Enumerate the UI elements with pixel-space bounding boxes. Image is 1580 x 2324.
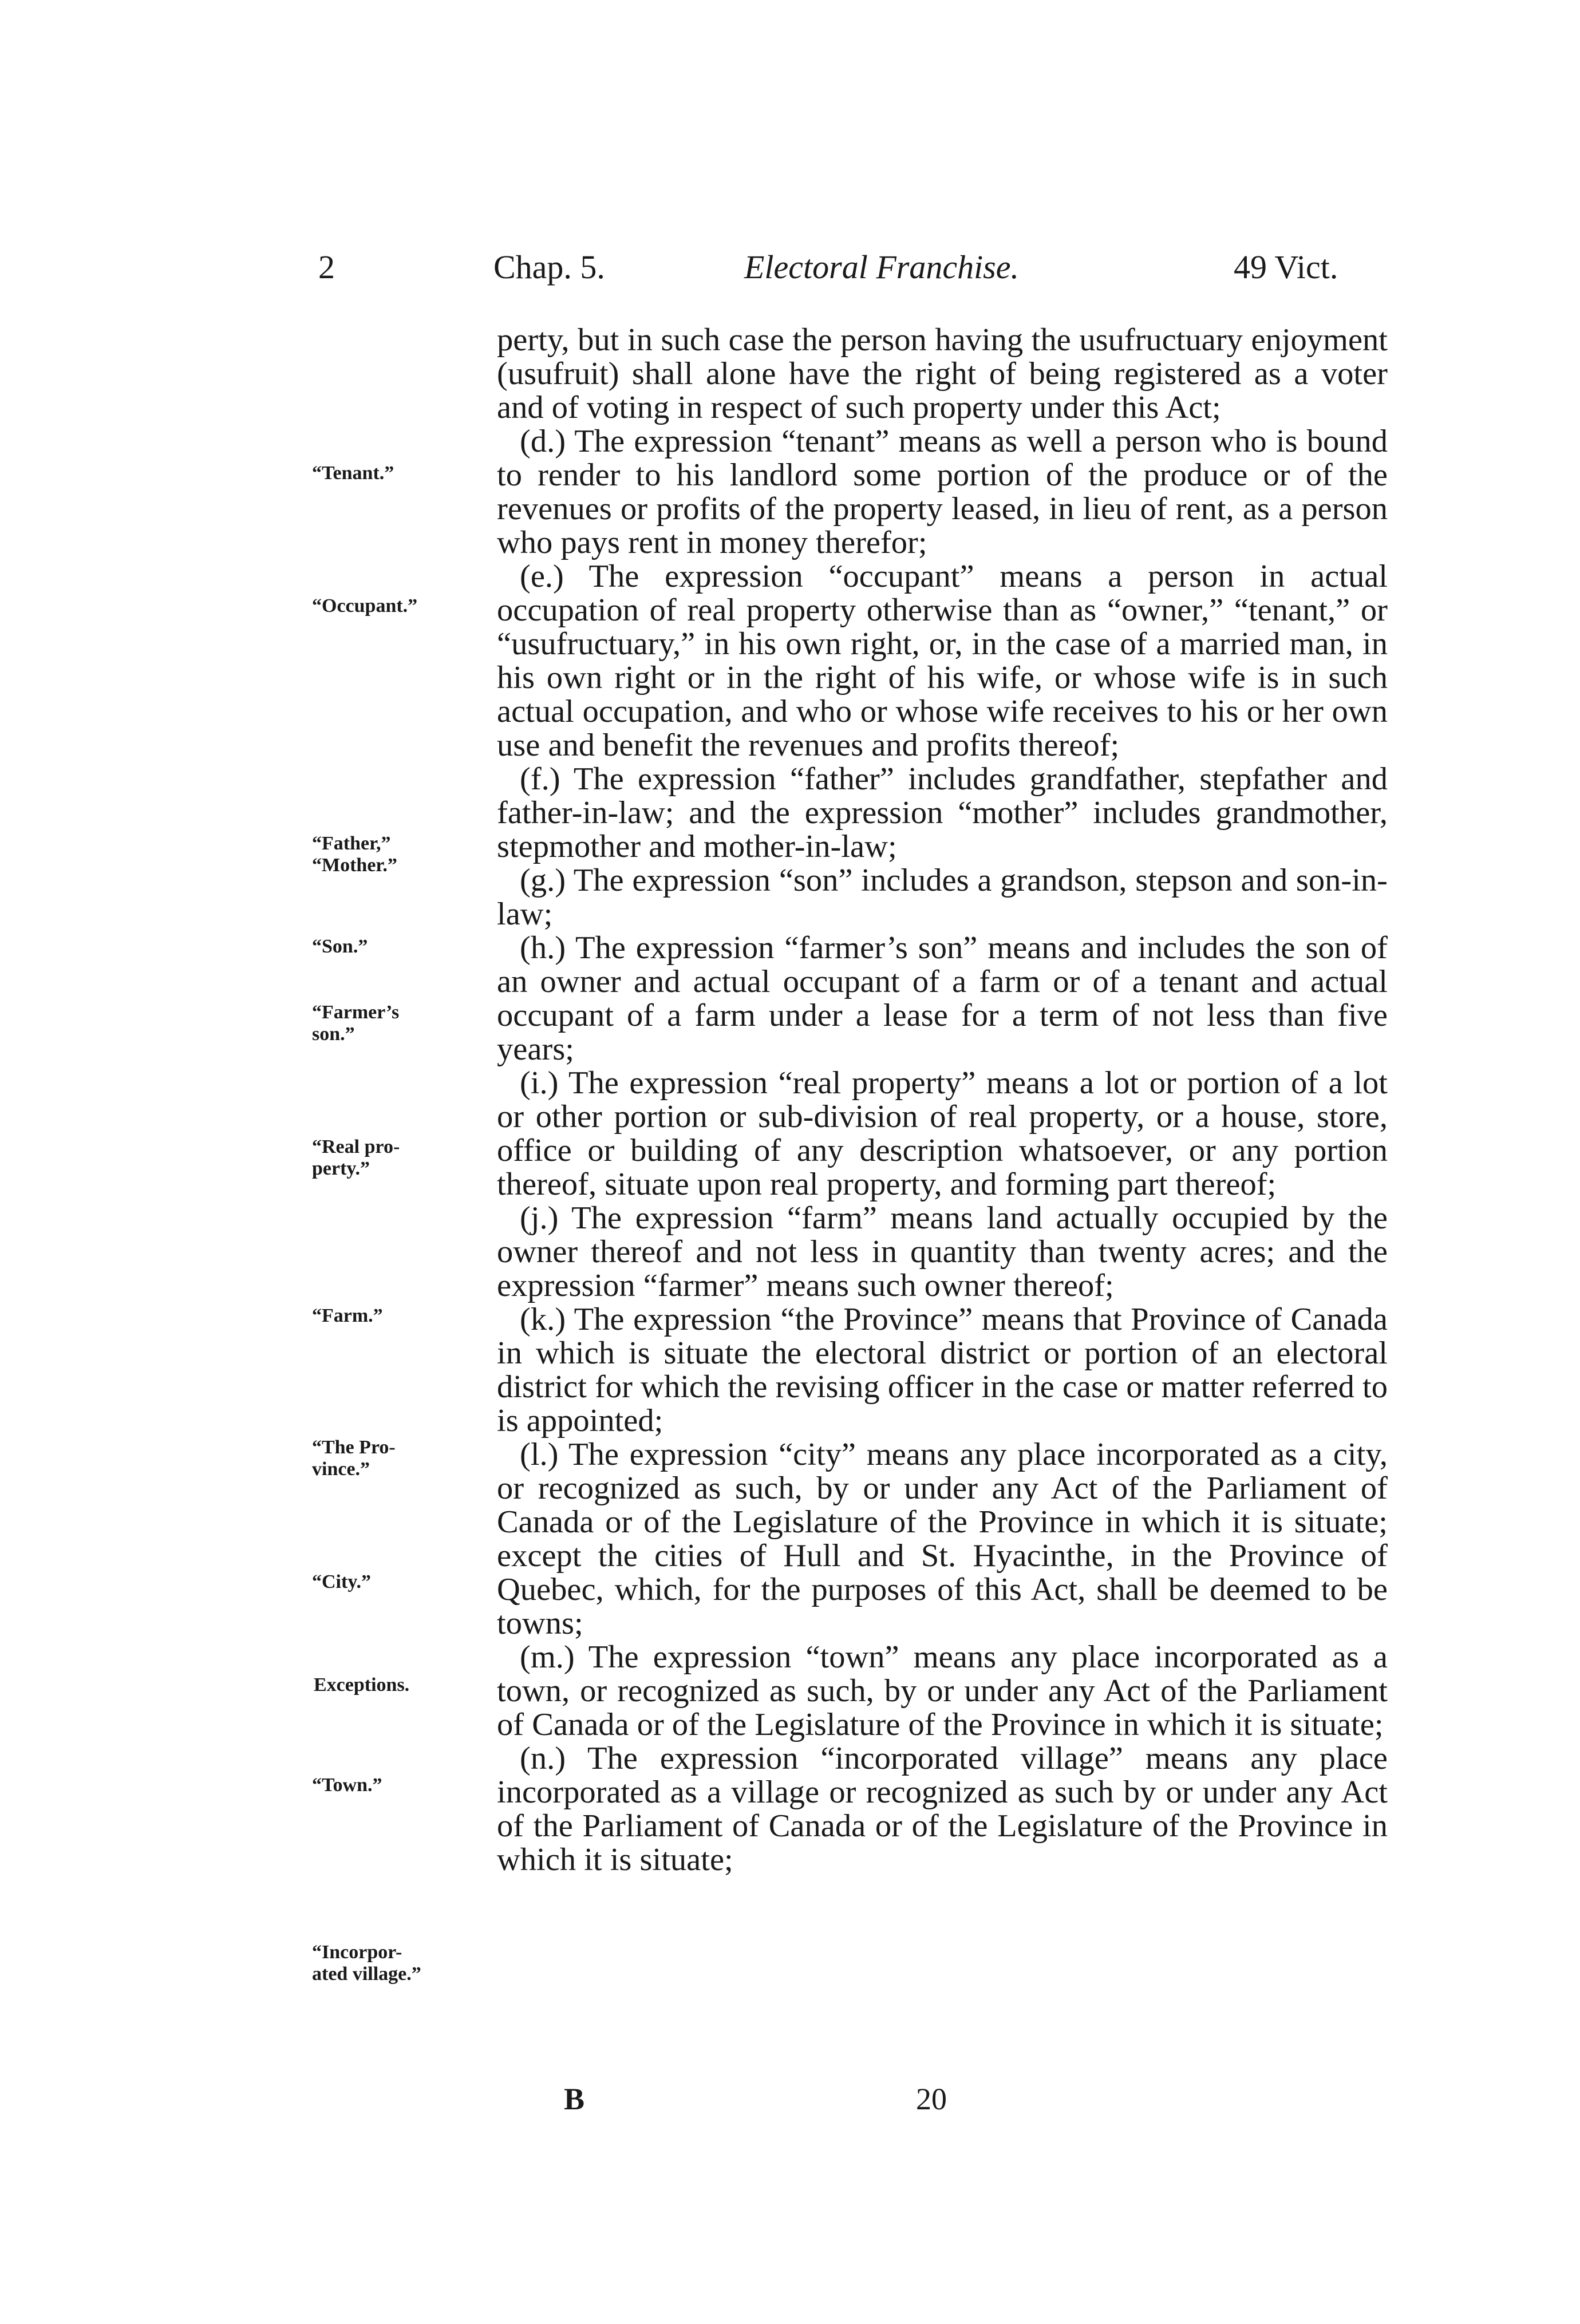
margin-note-tenant: “Tenant.” <box>312 463 394 484</box>
margin-note-town: “Town.” <box>312 1774 382 1796</box>
paragraph-real-property: (i.) The expression “real property” means a lot or portion of a lot or other portion or sub-division of real property, or a house, store, office or building of any description whatsoever, or any portion thereof, situate upon real property, and forming part thereof; <box>497 1065 1388 1202</box>
statute-body <box>497 323 1388 1877</box>
paragraph-continued: perty, but in such case the person having the usufructuary enjoyment (usufruit) shall alone have the right of being registered as a voter and of voting in respect of such property under this Act; <box>497 322 1388 425</box>
margin-note-farmers-son: “Farmer’s son.” <box>312 1002 400 1045</box>
page-number: 2 <box>318 248 335 286</box>
margin-note-city: “City.” <box>312 1571 371 1592</box>
paragraph-farm: (j.) The expression “farm” means land actually occupied by the owner thereof and not less in quantity than twenty acres; and the expression “farmer” means such owner thereof; <box>497 1200 1388 1303</box>
running-title: Electoral Franchise. <box>744 248 1020 286</box>
chapter-heading: Chap. 5. <box>493 248 605 286</box>
margin-note-exceptions: Exceptions. <box>314 1674 410 1695</box>
sheet-number: 20 <box>916 2082 947 2116</box>
margin-note-incorporated-village: “Incorpor- ated village.” <box>312 1942 421 1985</box>
margin-note-province: “The Pro- vince.” <box>312 1437 396 1480</box>
paragraph-occupant: (e.) The expression “occupant” means a person in actual occupation of real property otherwise than as “owner,” “tenant,” or “usufructuary,” in his own right, or, in the case of a married man, in his own right or in the right of his wife, or whose wife is in such actual occupation, and who or whose wife receives to his or her own use and benefit the revenues and profits thereof; <box>497 559 1388 763</box>
margin-note-real-property: “Real pro- perty.” <box>312 1136 400 1179</box>
paragraph-son: (g.) The expression “son” includes a grandson, stepson and son-in-law; <box>497 863 1388 932</box>
paragraph-incorporated-village: (n.) The expression “incorporated village” means any place incorporated as a village or recognized as such by or under any Act of the Parliament of Canada or of the Legislature of the Province in which it is situate; <box>497 1741 1388 1878</box>
margin-note-son: “Son.” <box>312 936 368 957</box>
margin-note-occupant: “Occupant.” <box>312 595 418 616</box>
margin-note-farm: “Farm.” <box>312 1305 383 1326</box>
paragraph-city: (l.) The expression “city” means any place incorporated as a city, or recognized as such, by or under any Act of the Parliament of Canada or of the Legislature of the Province in which it is situate; except the cities of Hull and St. Hyacinthe, in the Province of Quebec, which, for the purposes of this Act, shall be deemed to be towns; <box>497 1437 1388 1641</box>
paragraph-province: (k.) The expression “the Province” means that Province of Canada in which is situate the electoral district or portion of an electoral district for which the revising officer in the case or matter referred to is appointed; <box>497 1302 1388 1438</box>
paragraph-father-mother: (f.) The expression “father” includes grandfather, stepfather and father-in-law; and the expression “mother” includes grandmother, stepmother and mother-in-law; <box>497 761 1388 864</box>
paragraph-tenant: (d.) The expression “tenant” means as well a person who is bound to render to his landlord some portion of the produce or of the revenues or profits of the property leased, in lieu of rent, as a person who pays rent in money therefor; <box>497 424 1388 560</box>
paragraph-farmers-son: (h.) The expression “farmer’s son” means and includes the son of an owner and actual occupant of a farm or of a tenant and actual occupant of a farm under a lease for a term of not less than five years; <box>497 930 1388 1067</box>
margin-note-father-mother: “Father,” “Mother.” <box>312 833 397 876</box>
regnal-year: 49 Vict. <box>1234 248 1338 286</box>
signature-mark: B <box>564 2082 585 2116</box>
paragraph-town: (m.) The expression “town” means any place incorporated as a town, or recognized as such, by or under any Act of the Parliament of Canada or of the Legislature of the Province in which it is situate; <box>497 1639 1388 1742</box>
